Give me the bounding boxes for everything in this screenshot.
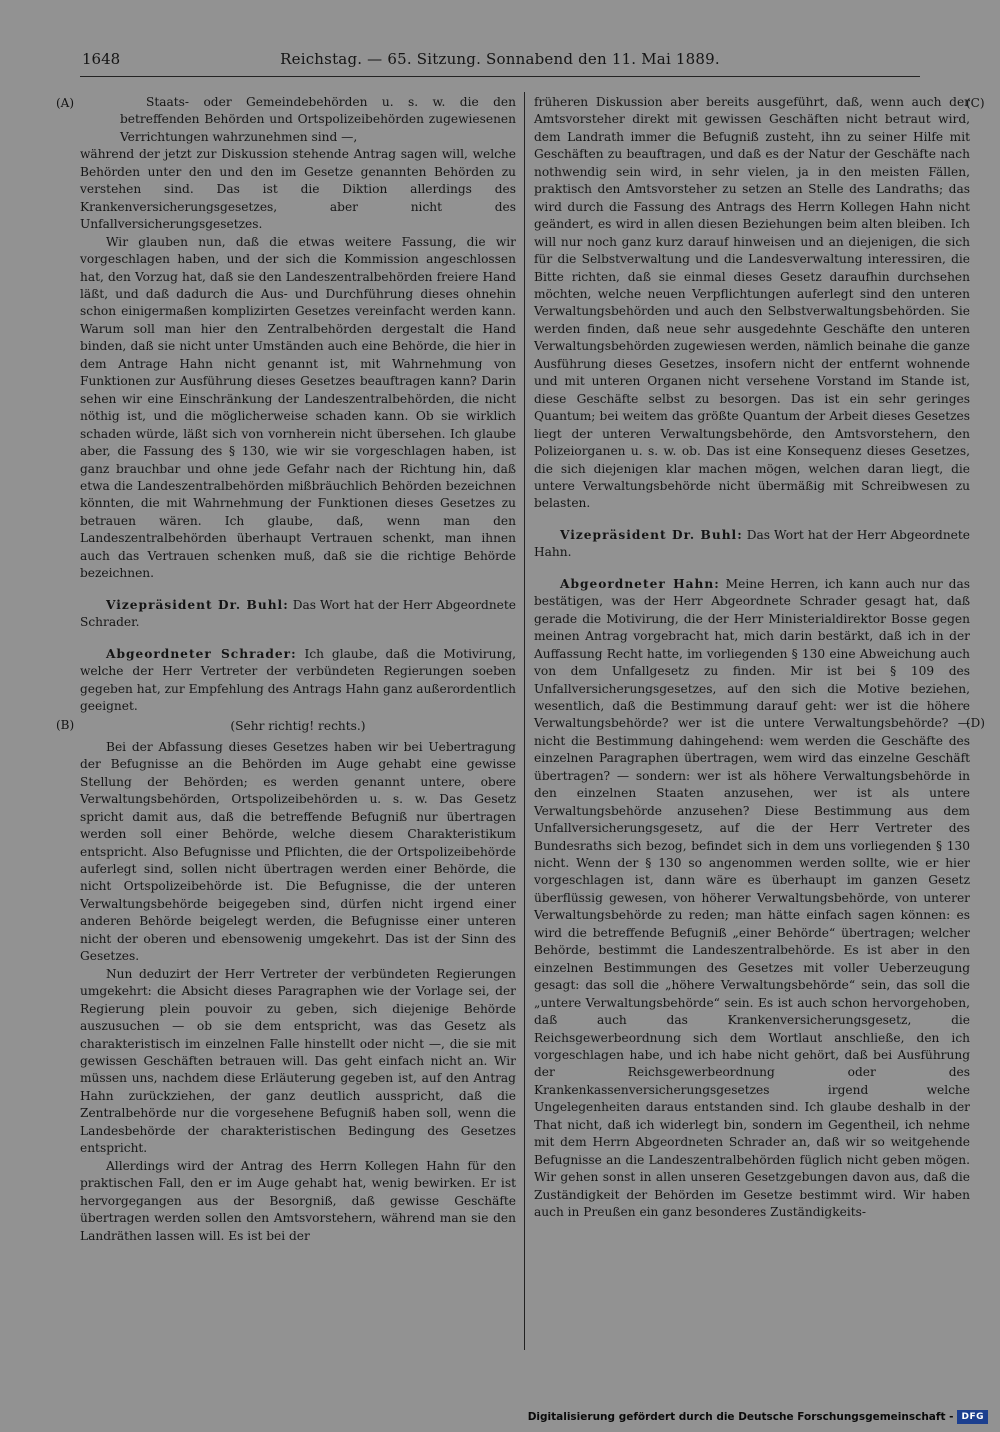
right-column: [534, 94, 970, 1222]
speaker-name: Vizepräsident Dr. Buhl:: [560, 527, 743, 542]
header-rule: [80, 76, 920, 77]
column-divider: [524, 92, 525, 1350]
speaker-paragraph: [80, 646, 516, 716]
dfg-logo: DFG: [957, 1410, 988, 1424]
speaker-paragraph: [534, 576, 970, 1222]
paragraph: Staats- oder Gemeindebehörden u. s. w. die den betreffenden Behörden und Ortspolizeibehörden zugewiesenen Verrichtungen wahrzunehmen sind —,: [120, 95, 516, 144]
speaker-text: Meine Herren, ich kann auch nur das bestätigen, was der Herr Abgeordnete Schrader gesagt hat, daß gerade die Motivirung, die der Herr Ministerialdirektor Bosse gegen meinen Antrag vorgebracht hat, mich darin bestärkt, daß ich in der Auffassung Recht hatte, im vorliegenden § 130 eine Abweichung auch von dem Unfallgesetz zu finden. Mir ist bei § 109 des Unfallversicherungsgesetzes, auf den sich die Motive beziehen, wesentlich, daß die Bestimmung darauf geht: wer ist die höhere Verwaltungsbehörde? wer ist die untere Verwaltungsbehörde? — nicht die Bestimmung dahingehend: wem werden die Geschäfte des einzelnen Paragraphen übertragen, wem wird das einzelne Geschäft übertragen? — sondern: wer ist als höhere Verwaltungsbehörde in den einzelnen Staaten anzusehen, wer ist als untere Verwaltungsbehörde anzusehen? Diese Bestimmung aus dem Unfallversicherungsgesetz, auf die der Herr Vertreter des Bundesraths sich bezog, befindet sich in dem uns vorliegenden § 130 nicht. Wenn der § 130 so angenommen werden sollte, wie er hier vorgeschlagen ist, dann wäre es überhaupt im ganzen Gesetz überflüssig gewesen, von höherer Verwaltungsbehörde, von unterer Verwaltungsbehörde zu reden; man hätte einfach sagen können: es wird die betreffende Befugniß „einer Behörde“ übertragen; welcher Behörde, bestimmt die Landeszentralbehörde. Es ist aber in den einzelnen Bestimmungen des Gesetzes mit voller Ueberzeugung gesagt: das soll die „höhere Verwaltungsbehörde“ sein, das soll die „untere Verwaltungsbehörde“ sein. Es ist auch schon hervorgehoben, daß auch das Krankenversicherungsgesetz, die Reichsgewerbeordnung sich dem Wortlaut anschließe, den ich vorgeschlagen habe, und ich habe nicht gehört, daß bei Ausführung der Reichsgewerbeordnung oder des Krankenkassenversicherungsgesetzes irgend welche Ungelegenheiten daraus entstanden sind. Ich glaube deshalb in der That nicht, daß ich widerlegt bin, sondern im Gegentheil, ich nehme mit dem Herrn Abgeordneten Schrader an, daß wir so weitgehende Befugnisse an die Landeszentralbehörden füglich nicht geben mögen. Wir gehen sonst in allen unseren Gesetzgebungen davon aus, daß die Zuständigkeit der Behörden im Gesetze bestimmt wird. Wir haben auch in Preußen ein ganz besonderes Zuständigkeits-: [534, 576, 970, 1220]
page-number: 1648: [82, 50, 121, 68]
paragraph: Allerdings wird der Antrag des Herrn Kollegen Hahn für den praktischen Fall, den er im Auge gehabt hat, wenig bewirken. Er ist hervorgegangen aus der Besorgniß, daß gewisse Geschäfte übertragen werden sollen den Amtsvorstehern, während man sie den Landräthen lassen will. Es ist bei der: [80, 1158, 516, 1243]
paragraph: während der jetzt zur Diskussion stehende Antrag sagen will, welche Behörden unter den und den im Gesetze genannten Behörden zu verstehen sind. Das ist die Diktion allerdings des Krankenversicherungsgesetzes, aber nicht des Unfallversicherungsgesetzes.: [80, 147, 516, 232]
margin-mark-d: (D): [966, 716, 985, 730]
digitization-footer: [528, 1410, 988, 1424]
speaker-paragraph: [534, 527, 970, 562]
speaker-text: Das Wort hat der Herr Abgeordnete Schrader.: [80, 597, 516, 630]
interjection: (Sehr richtig! rechts.): [230, 719, 366, 734]
paragraph: früheren Diskussion aber bereits ausgeführt, daß, wenn auch der Amtsvorsteher direkt mit gewissen Geschäften nicht betraut wird, dem Landrath immer die Befugniß zusteht, ihn zu seiner Hilfe mit Geschäften zu beauftragen, und daß es der Natur der Geschäfte nach nothwendig sein wird, in sehr vielen, ja in den meisten Fällen, praktisch den Amtsvorsteher zu setzen an Stelle des Landraths; das wird durch die Fassung des Antrags des Herrn Kollegen Hahn nicht geändert, es wird in allen diesen Beziehungen beim alten bleiben. Ich will nur noch ganz kurz darauf hinweisen und an diejenigen, die sich für die Selbstverwaltung und die Landesverwaltung interessiren, die Bitte richten, daß sie einmal dieses Gesetz daraufhin durchsehen möchten, welche neuen Verpflichtungen auferlegt sind den unteren Verwaltungsbehörden und auch den Selbstverwaltungsbehörden. Sie werden finden, daß neue sehr ausgedehnte Geschäfte den unteren Verwaltungsbehörden zugewiesen werden, nämlich beinahe die ganze Ausführung dieses Gesetzes, insofern nicht der entfernt wohnende und mit unteren Organen nicht versehene Vorstand im Stande ist, diese Geschäfte selbst zu besorgen. Das ist ein sehr geringes Quantum; bei weitem das größte Quantum der Arbeit dieses Gesetzes liegt der unteren Verwaltungsbehörde, den Amtsvorstehern, den Polizeiorganen u. s. w. ob. Das ist eine Konsequenz dieses Gesetzes, die sich diejenigen klar machen mögen, welchen daran liegt, die untere Verwaltungsbehörde nicht übermäßig mit Schreibwesen zu belasten.: [534, 95, 970, 511]
margin-mark-b: (B): [56, 718, 75, 732]
speaker-text: Das Wort hat der Herr Abgeordnete Hahn.: [534, 527, 970, 560]
speaker-name: Abgeordneter Hahn:: [560, 576, 720, 591]
footer-text: Digitalisierung gefördert durch die Deutsche Forschungsgemeinschaft -: [527, 1411, 954, 1423]
page-header: [82, 50, 918, 72]
speaker-name: Abgeordneter Schrader:: [106, 646, 297, 661]
margin-mark-c: (C): [966, 96, 985, 110]
paragraph: Wir glauben nun, daß die etwas weitere Fassung, die wir vorgeschlagen haben, und der sich die Kommission angeschlossen hat, den Vorzug hat, daß sie den Landeszentralbehörden freiere Hand läßt, und daß dadurch die Aus- und Durchführung dieses ohnehin schon einigermaßen komplizirten Gesetzes vereinfacht werden kann. Warum soll man hier den Zentralbehörden dergestalt die Hand binden, daß sie nicht unter Umständen auch eine Behörde, die hier in dem Antrage Hahn nicht genannt ist, mit Wahrnehmung von Funktionen zur Ausführung dieses Gesetzes beauftragen kann? Darin sehen wir eine Einschränkung der Landeszentralbehörden, die nicht nöthig ist, und die möglicherweise schaden kann. Ob sie wirklich schaden würde, läßt sich von vornherein nicht übersehen. Ich glaube aber, die Fassung des § 130, wie wir sie vorgeschlagen haben, ist ganz brauchbar und ohne jede Gefahr nach der Richtung hin, daß etwa die Landeszentralbehörden mißbräuchlich Behörden bezeichnen könnten, die mit Wahrnehmung der Funktionen dieses Gesetzes zu betrauen wären. Ich glaube, daß, wenn man den Landeszentralbehörden überhaupt Vertrauen schenkt, man ihnen auch das Vertrauen schenken muß, daß sie die richtige Behörde bezeichnen.: [80, 234, 516, 581]
paragraph: Bei der Abfassung dieses Gesetzes haben wir bei Uebertragung der Befugnisse an die Behörden im Auge gehabt eine gewisse Stellung der Behörden; es werden genannt untere, obere Verwaltungsbehörden, Ortspolizeibehörden u. s. w. Das Gesetz spricht damit aus, daß die betreffende Befugniß nur übertragen werden soll einer Behörde, welche diesem Charakteristikum entspricht. Also Befugnisse und Pflichten, die der Ortspolizeibehörde auferlegt sind, sollen nicht übertragen werden einer Behörde, die nicht Ortspolizeibehörde ist. Die Befugnisse, die der unteren Verwaltungsbehörde beigegeben sind, dürfen nicht irgend einer anderen Behörde beigelegt werden, die Befugnisse einer unteren nicht der oberen und ebensowenig umgekehrt. Das ist der Sinn des Gesetzes.: [80, 739, 516, 964]
running-title: Reichstag. — 65. Sitzung. Sonnabend den 11. Mai 1889.: [280, 50, 720, 68]
speaker-text: Ich glaube, daß die Motivirung, welche der Herr Vertreter der verbündeten Regierungen soeben gegeben hat, zur Empfehlung des Antrags Hahn ganz außerordentlich geeignet.: [80, 646, 517, 713]
speaker-paragraph: [80, 597, 516, 632]
paragraph: Nun deduzirt der Herr Vertreter der verbündeten Regierungen umgekehrt: die Absicht dieses Paragraphen wie der Vorlage sei, der Regierung plein pouvoir zu geben, sich diejenige Behörde auszusuchen — ob sie dem entspricht, was das Gesetz als charakteristisch im einzelnen Falle hinstellt oder nicht —, die sie mit gewissen Geschäften betrauen will. Das geht einfach nicht an. Wir müssen uns, nachdem diese Erläuterung gegeben ist, auf den Antrag Hahn zurückziehen, der ganz deutlich ausspricht, daß die Zentralbehörde nur die vorgesehene Befugniß haben soll, wenn die Landesbehörde der charakteristischen Bedingung des Gesetzes entspricht.: [80, 966, 516, 1156]
margin-mark-a: (A): [56, 96, 75, 110]
left-column: [80, 94, 516, 1245]
speaker-name: Vizepräsident Dr. Buhl:: [106, 597, 289, 612]
